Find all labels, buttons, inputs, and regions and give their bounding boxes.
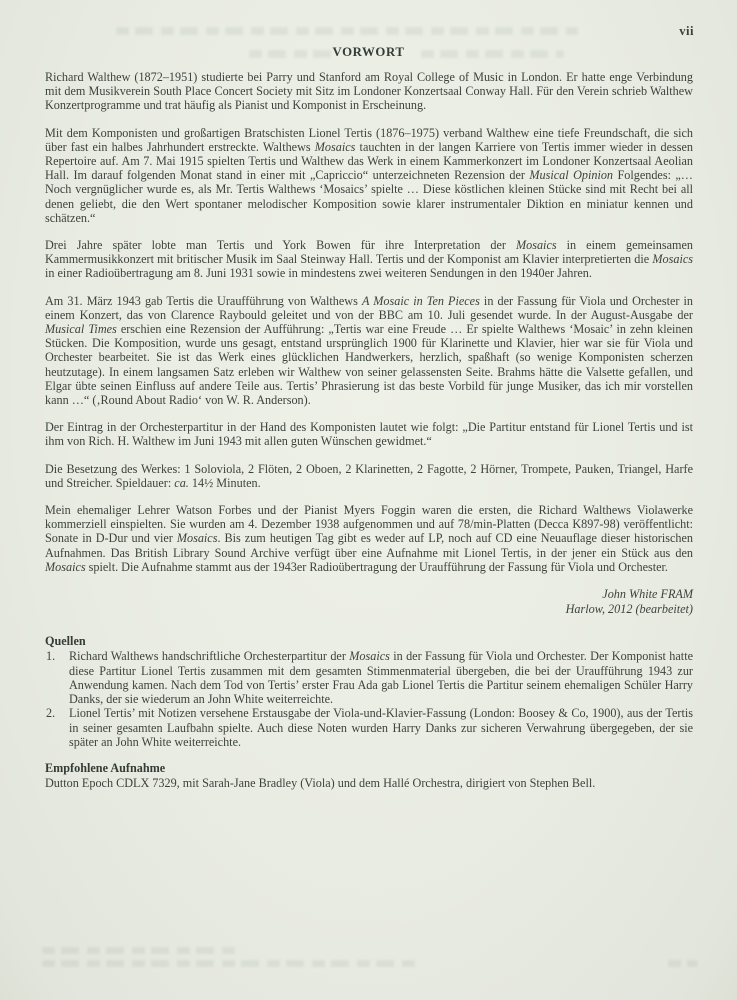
signature-place-date: Harlow, 2012 (bearbeitet): [565, 601, 693, 616]
source-text: Richard Walthews handschriftliche Orchesterpartitur der Mosaics in der Fassung für Viola und Orchester. Der Komponist hatte diese Partitur Lionel Tertis zusammen mit dem gesamten Stimmenmaterial übergeben, die bei der Uraufführung 1943 zur Anwendung kamen. Nach dem Tod von Tertis’ erster Frau Ada gab Lionel Tertis die Partitur seinem ehemaligen Schüler Harry Danks, der sie wiederum an John White weiterreichte.: [69, 649, 693, 707]
bleed-through-text: [42, 947, 240, 954]
bleed-through-text: [116, 27, 578, 35]
page-number: vii: [679, 24, 694, 38]
preface-paragraph: Drei Jahre später lobte man Tertis und York Bowen für ihre Interpretation der Mosaics in einem gemeinsamen Kammermusikkonzert mit britischer Musik im Saal Steinway Hall. Tertis und der Komponist am Klavier interpretierten die Mosaics in einer Radioübertragung am 8. Juni 1931 sowie in mindestens zwei weiteren Sendungen in den 1940er Jahren.: [45, 238, 693, 281]
source-item: [45, 706, 693, 749]
sources-heading: Quellen: [45, 634, 86, 649]
bleed-through-text: [42, 960, 420, 967]
source-number: 1.: [46, 649, 56, 664]
signature-name: John White FRAM: [602, 587, 693, 602]
recommendation-text: Dutton Epoch CDLX 7329, mit Sarah-Jane Bradley (Viola) und dem Hallé Orchestra, dirigiert von Stephen Bell.: [45, 776, 596, 791]
preface-paragraph: Am 31. März 1943 gab Tertis die Uraufführung von Walthews A Mosaic in Ten Pieces in der Fassung für Viola und Orchester in einem Konzert, das von Clarence Raybould geleitet und von der BBC am 10. Juli gesendet wurde. In der August-Ausgabe der Musical Times erschien eine Rezension der Aufführung: „Tertis war eine Freude … Er spielte Walthews ‘Mosaic’ in zehn kleinen Stücken. Die Komposition, wurde uns gesagt, entstand ursprünglich 1900 für Klarinette und Klavier, hier war sie für Viola und Orchester bearbeitet. Sie ist das Werk eines glücklichen Handwerkers, herzlich, spaßhaft (so wenige Komponisten scherzen heutzutage). In einem langsamen Satz erleben wir Walthew von seiner gelassensten Seite. Brahms hätte die Valsette gefallen, und Elgar übte seinen Einfluss auf andere Teile aus. Tertis’ Phrasierung ist das beste Vorbild für junge Musiker, das ich mir vorstellen kann …“ (‚Round About Radio‘ von W. R. Anderson).: [45, 293, 694, 408]
preface-paragraph: Richard Walthew (1872–1951) studierte bei Parry und Stanford am Royal College of Music in London. Er hatte enge Verbindung mit dem Musikverein South Place Concert Society mit Sitz im Londoner Konzertsaal Conway Hall. Für den Verein schrieb Walthew Konzertprogramme und trat häufig als Pianist und Komponist in Erscheinung.: [45, 70, 693, 113]
preface-paragraph: Mit dem Komponisten und großartigen Bratschisten Lionel Tertis (1876–1975) verband Walthew eine tiefe Freundschaft, die sich über fast ein halbes Jahrhundert erstreckte. Walthews Mosaics tauchten in der langen Karriere von Tertis immer wieder in dessen Repertoire auf. Am 7. Mai 1915 spielten Tertis und Walthew das Werk in einem Kammerkonzert im Londoner Konzertsaal Aeolian Hall. Im darauf folgenden Monat stand in einer mit „Capriccio“ unterzeichneten Rezension der Musical Opinion Folgendes: „… Noch vergnüglicher wurde es, als Mr. Tertis Walthews ‘Mosaics’ spielte … Diese köstlichen kleinen Stücke sind mit Recht bei all denen geliebt, die den Wert spontaner melodischer Komposition sowie klarer instrumentaler Diktion en miniatur kennen und schätzen.“: [45, 125, 693, 225]
signature-block: [45, 587, 693, 616]
bleed-through-text: [668, 960, 698, 967]
preface-paragraph: Der Eintrag in der Orchesterpartitur in der Hand des Komponisten lautet wie folgt: „Die Partitur entstand für Lionel Tertis und ist ihm von Rich. H. Walthew im Juni 1943 mit allen guten Wünschen gewidmet.“: [45, 420, 693, 449]
sources-section: [45, 634, 693, 749]
preface-paragraph: Mein ehemaliger Lehrer Watson Forbes und der Pianist Myers Foggin waren die ersten, die Richard Walthews Violawerke kommerziell einspielten. Sie wurden am 4. Dezember 1938 aufgenommen und auf 78/min-Platten (Decca K897-98) veröffentlicht: Sonate in D-Dur und vier Mosaics. Bis zum heutigen Tag gibt es weder auf LP, noch auf CD eine Neuauflage dieser historischen Aufnahmen. Das British Library Sound Archive verfügt über eine Aufnahme mit Lionel Tertis, in der jener ein Stück aus den Mosaics spielt. Die Aufnahme stammt aus der 1943er Radioübertragung der Uraufführung der Fassung für Viola und Orchester.: [45, 503, 693, 574]
recommendation-section: [45, 761, 693, 790]
preface-body: [45, 70, 693, 790]
recommendation-heading: Empfohlene Aufnahme: [45, 760, 166, 775]
preface-title: VORWORT: [332, 45, 405, 59]
preface-paragraph: Die Besetzung des Werkes: 1 Soloviola, 2 Flöten, 2 Oboen, 2 Klarinetten, 2 Fagotte, 2 Hörner, Trompete, Pauken, Triangel, Harfe und Streicher. Spieldauer: ca. 14½ Minuten.: [45, 461, 693, 490]
source-item: [45, 649, 693, 706]
source-text: Lionel Tertis’ mit Notizen versehene Erstausgabe der Viola-und-Klavier-Fassung (London: Boosey & Co, 1900), aus der Tertis in seiner gesamten Laufbahn spielte. Auch diese Noten wurden Harry Danks zur sicheren Verwahrung übergegeben, der sie später an John White weiterreichte.: [69, 706, 693, 749]
source-number: 2.: [46, 706, 56, 721]
